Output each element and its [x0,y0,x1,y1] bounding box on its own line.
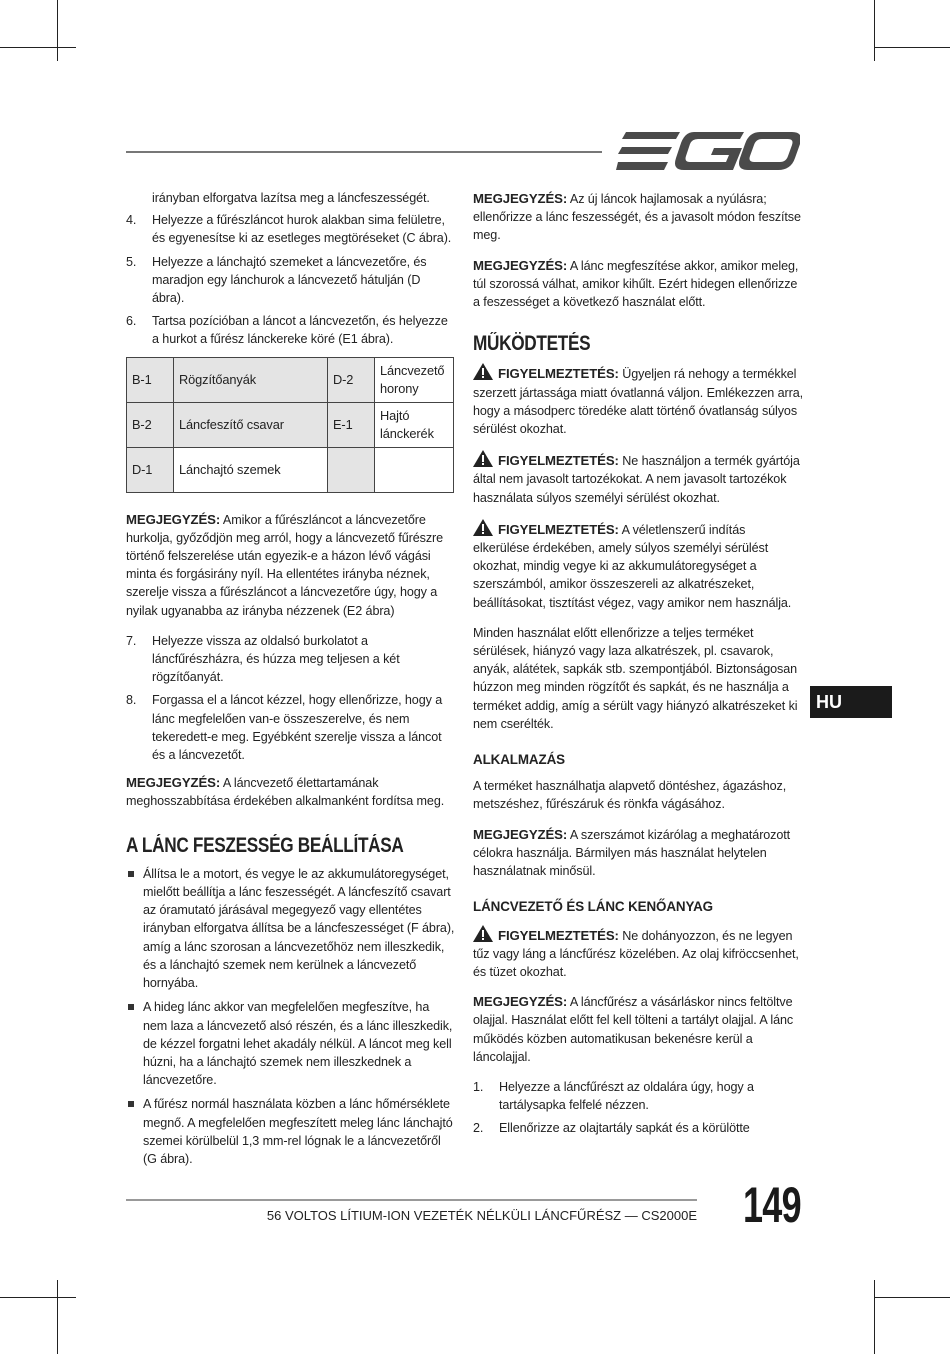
parts-table [126,357,454,493]
warning-text: Ne használjon a termék gyártója által nem javasolt tartozékokat. A nem javasolt tartozékok használata súlyos személyi sérülést okozhat. [473,454,800,505]
table-cell [328,447,375,492]
warning-paragraph [473,519,803,612]
step-number: 5. [126,254,137,269]
step-text: Helyezze a láncfűrészt az oldalára úgy, hogy a tartálysapka felfelé nézzen. [499,1079,754,1113]
crop-mark [874,0,875,61]
note-label: MEGJEGYZÉS: [473,826,568,842]
crop-mark [0,1297,76,1298]
table-cell [375,447,454,492]
table-cell: B-2 [127,402,174,447]
ego-logo [616,130,800,172]
warning-triangle-icon [473,925,493,942]
table-cell: Hajtó lánckerék [375,402,454,447]
step-item [126,253,456,308]
table-row [127,357,454,402]
note-label: MEGJEGYZÉS: [473,191,568,206]
warning-label: FIGYELMEZTETÉS: [498,927,619,943]
step-number: 2. [473,1121,484,1136]
footer-rule [126,1199,697,1201]
table-row [127,447,454,492]
section-title-chain-tension: A LÁNC FESZESSÉG BEÁLLÍTÁSA [126,833,404,857]
table-cell: B-1 [127,357,174,402]
note-paragraph [473,257,803,312]
step-item [126,691,456,764]
table-cell: D-2 [328,357,375,402]
subsection-title-lubricant: LÁNCVEZETŐ ÉS LÁNC KENŐANYAG [473,899,713,915]
note-label: MEGJEGYZÉS: [473,257,568,273]
note-text: A láncvezető élettartamának meghosszabbítása érdekében alkalmanként fordítsa meg. [126,776,445,809]
bullet-square-icon [126,865,143,992]
step-number: 8. [126,693,137,708]
bullet-item [126,865,456,992]
step-text: Tartsa pozícióban a láncot a láncvezetőn, és helyezze a hurkot a fűrész lánckereke köré (E1 ábra). [152,314,448,347]
step-text: Helyezze a lánchajtó szemeket a láncvezetőre, és maradjon egy lánchurok a láncvezető hátulján (D ábra). [152,254,427,306]
step-item [473,1119,803,1137]
inspection-paragraph: Minden használat előtt ellenőrizze a teljes terméket sérülések, hiányzó vagy laza alkatrészek, pl. csavarok, anyák, alátétek, sapkák stb. szempontjából. Biztonságosan húzzon meg minden rögzítőt és sapkát, és ne használja a terméket addig, amíg a sérült vagy hiányzó alkatrészeket ki nem cserélték. [473,625,798,731]
note-label: MEGJEGYZÉS: [473,994,568,1010]
intro-continuation: irányban elforgatva lazítsa meg a láncfeszességét. [152,191,430,205]
step-text: Ellenőrizze az olajtartály sapkát és a körülötte [499,1121,750,1136]
warning-paragraph [473,450,803,507]
bullet-text: A hideg lánc akkor van megfelelően megfeszítve, ha nem laza a láncvezető alsó részén, és a lánc illeszkedik, de kézzel forgatni lehet akadály nélkül. A láncot meg kell húzni, ha a lánchajtó szemek nem illeszkednek a láncvezetőre. [143,1000,453,1088]
crop-mark [874,1280,875,1354]
note-paragraph [126,774,456,810]
bullet-square-icon [126,998,143,1089]
note-paragraph [473,826,803,881]
warning-label: FIGYELMEZTETÉS: [498,521,619,537]
application-paragraph: A terméket használhatja alapvető döntéshez, ágazáshoz, metszéshez, fűrészáruk és rönkfa vágásához. [473,779,787,812]
bullet-text: A fűrész normál használata közben a lánc hőmérséklete megnő. A megfelelően megfeszített meleg lánc lánchajtó szemei körülbelül 1,3 mm-rel lógnak le a láncvezetőről (G ábra). [143,1097,453,1166]
note-text: A szerszámot kizárólag a meghatározott célokra használja. Bármilyen más használat helytelen használatnak minősül. [473,827,791,879]
note-text: A láncfűrész a vásárláskor nincs feltöltve olajjal. Használat előtt fel kell tölteni a tartályt olajjal. A lánc működés közben automatikusan bekenésre kerül a láncolajjal. [473,995,794,1064]
table-cell: D-1 [127,447,174,492]
subsection-title-application: ALKALMAZÁS [473,752,565,768]
table-cell: Láncvezető horony [375,357,454,402]
header-rule [126,151,602,153]
section-title-operation: MŰKÖDTETÉS [473,332,591,356]
step-number: 6. [126,314,137,329]
table-cell: Rögzítőanyák [174,357,328,402]
table-cell: E-1 [328,402,375,447]
language-tab: HU [810,686,892,718]
warning-label: FIGYELMEZTETÉS: [498,366,619,382]
left-column [126,189,456,1174]
note-text: A lánc megfeszítése akkor, amikor meleg, túl szorossá válhat, amikor kihűlt. Ezért hidegen ellenőrizze a feszességet a következő használat előtt. [473,258,799,310]
table-row [127,402,454,447]
step-item [126,632,456,687]
note-paragraph [473,190,803,245]
note-label: MEGJEGYZÉS: [126,511,221,527]
bullet-square-icon [126,1095,143,1168]
step-item [126,211,456,247]
page-number: 149 [743,1177,801,1233]
note-text: Amikor a fűrészláncot a láncvezetőre hurkolja, győződjön meg arról, hogy a láncvezető fűrészre történő felszerelése után egyezik-e a házon lévő vágási minta és forgásirány nyíl. Ha ellentétes irányba néznek, szerelje vissza a fűrészláncot a láncvezetőre úgy, hogy a nyilak ugyanabba az irányba nézzenek (E2 ábra) [126,512,444,618]
note-paragraph [126,511,456,620]
step-item [473,1078,803,1114]
crop-mark [874,1297,950,1298]
table-cell: Lánchajtó szemek [174,447,328,492]
note-paragraph [473,993,803,1066]
warning-text: A véletlenszerű indítás elkerülése érdekében, amely súlyos személyi sérülést okozhat, mindig vegye ki az akkumulátoregységet a szerszámból, amikor összeszereli az alkatrészeket, beállításokat, tisztítást végez, vagy amikor nem használja. [473,522,792,610]
warning-paragraph [473,363,803,438]
step-text: Helyezze a fűrészláncot hurok alakban sima felületre, és egyenesítse ki az esetleges megtöréseket (C ábra). [152,213,452,246]
bullet-item [126,1095,456,1168]
warning-paragraph [473,925,803,982]
crop-mark [57,1280,58,1354]
step-number: 1. [473,1079,484,1094]
warning-text: Ne dohányozzon, és ne legyen tűz vagy láng a láncfűrész közelében. Az olaj kifröccsenhet, és tüzet okozhat. [473,928,799,979]
bullet-text: Állítsa le a motort, és vegye le az akkumulátoregységet, mielőtt beállítja a lánc feszességét. A láncfeszítő csavart az óramutató járásával megegyező vagy ellentétes irányban elforgatva állítsa be a láncfeszességet (F ábra), amíg a lánc szorosan a láncvezetőhöz nem illeszkedik, és a lánchajtó szemek nem kerülnek a láncvezető hornyába. [143,866,455,991]
step-item [126,312,456,348]
crop-mark [874,47,950,48]
footer-title: 56 VOLTOS LÍTIUM-ION VEZETÉK NÉLKÜLI LÁNCFŰRÉSZ — CS2000E [266,1208,697,1223]
right-column [473,190,803,1143]
warning-text: Ügyeljen rá nehogy a termékkel szerzett jártassága miatt óvatlanná váljon. Emlékezzen arra, hogy a másodperc töredéke alatt történő óvatlanság súlyos sérülést okozhat. [473,367,803,437]
note-text: Az új láncok hajlamosak a nyúlásra; ellenőrizze a lánc feszességét, és a javasolt módon feszítse meg. [473,192,801,243]
warning-triangle-icon [473,363,493,380]
step-number: 7. [126,633,137,648]
bullet-item [126,998,456,1089]
warning-label: FIGYELMEZTETÉS: [498,453,619,469]
warning-triangle-icon [473,450,493,467]
table-cell: Láncfeszítő csavar [174,402,328,447]
step-text: Forgassa el a láncot kézzel, hogy ellenőrizze, hogy a lánc megfelelően van-e összeszerelve, és nem tekeredett-e meg. Egyébként szerelje vissza a láncot és a láncvezetőt. [152,693,443,763]
step-number: 4. [126,213,137,228]
crop-mark [57,0,58,61]
note-label: MEGJEGYZÉS: [126,775,221,791]
crop-mark [0,47,76,48]
step-text: Helyezze vissza az oldalsó burkolatot a láncfűrészházra, és húzza meg teljesen a két rögzítőanyát. [152,633,400,685]
warning-triangle-icon [473,519,493,536]
